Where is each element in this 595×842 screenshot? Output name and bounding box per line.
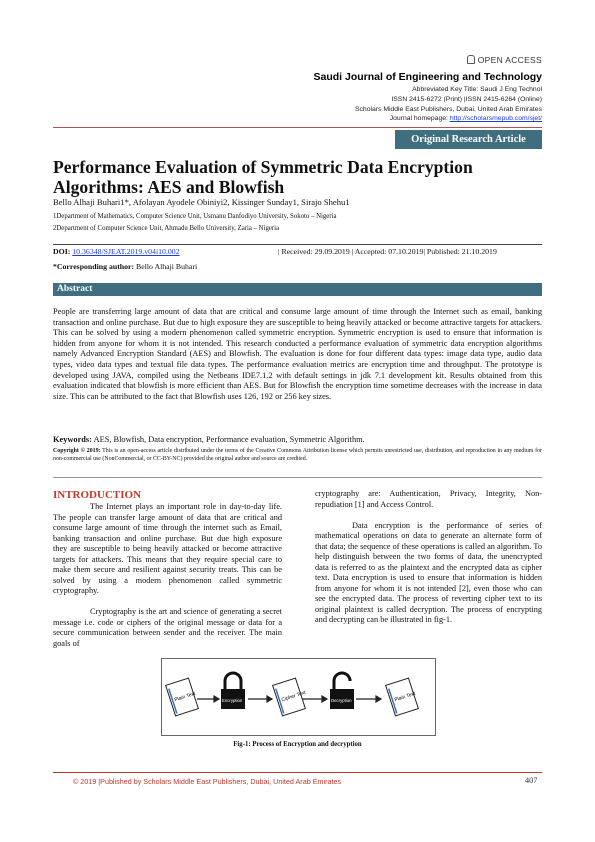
figure-caption: Fig-1: Process of Encryption and decryption xyxy=(233,741,362,748)
figure-label: Cipher Text xyxy=(280,689,307,704)
figure-label: Plain Text xyxy=(393,690,417,704)
body-paragraph: Cryptography is the art and science of generating a secret message i.e. code or ciphers of the original message or data for a secure communication between sender and the receiver. The main goals of xyxy=(53,607,282,648)
body-paragraph: Data encryption is the performance of series of mathematical operations on data to generate an alternate form of that data; the sequence of these operations is called an algorithm. To help distinguish between the two forms of data, the unencrypted data is referred to as the plaintext and the encrypted data as cipher text. Data encryption is used to ensure that information is hidden from anyone for whom it is not intended [2], even those who can see the encrypted data. The process of reverting cipher text to its original plaintext is called decryption. The process of encrypting and decrypting can be illustrated in fig-1. xyxy=(315,520,542,624)
homepage-line xyxy=(390,115,542,122)
right-column xyxy=(315,489,542,626)
plaintext-document-icon xyxy=(386,677,421,716)
copyright-text: This is an open-access article distributed under the terms of the Creative Commons Attribution license which permits unrestricted use, distribution, and reproduction in any medium for non-commercial use (NonCommercial, or CC-BY-NC) provided the original author and source are credited. xyxy=(53,448,542,462)
body-paragraph: cryptography are: Authentication, Privacy, Integrity, Non-repudiation [1] and Access Control. xyxy=(315,489,542,509)
open-lock-icon xyxy=(467,55,475,64)
doi-link[interactable]: 10.36348/SJEAT.2019.v04i10.002 xyxy=(72,247,180,256)
homepage-label: Journal homepage: xyxy=(389,115,450,122)
body-paragraph: The Internet plays an important role in day-to-day life. The people can transfer large amount of data that are critical and consume large amount of time through the internet such as Email, banking transaction and online purchase. But due high exposure they are susceptible to being heavily attacked or become attractive targets for attackers. This means that they require special care to make them secure and resilient against security treats. This can be solved by using a modern phenomenon called symmetric cryptography. xyxy=(53,502,282,595)
corresponding-author xyxy=(53,262,197,271)
abstract-heading: Abstract xyxy=(53,283,542,296)
figure-label: Decryption xyxy=(331,698,352,703)
ciphertext-document-icon xyxy=(273,676,311,716)
lock-icon xyxy=(221,673,245,709)
author-list: Bello Alhaji Buhari1*, Afolayan Ayodele Obiniyi2, Kissinger Sunday1, Sirajo Shehu1 xyxy=(53,197,350,207)
affiliation-1: 1Department of Mathematics, Computer Science Unit, Usmanu Danfodiyo University, Sokoto – Nigeria xyxy=(53,213,337,220)
homepage-link[interactable]: http://scholarsmepub.com/sjet/ xyxy=(449,115,542,122)
left-column xyxy=(53,489,282,649)
encryption-process-figure xyxy=(161,658,436,736)
doi-row xyxy=(53,247,542,256)
corresponding-label: *Corresponding author: xyxy=(53,262,135,271)
unlock-icon xyxy=(330,673,354,709)
meta-divider xyxy=(53,244,542,245)
header-divider xyxy=(53,127,542,128)
open-access-badge xyxy=(467,55,542,65)
publication-dates: | Received: 29.09.2019 | Accepted: 07.10.2019| Published: 21.10.2019 xyxy=(278,247,497,256)
keywords-line xyxy=(53,435,542,444)
paper-title: Performance Evaluation of Symmetric Data Encryption Algorithms: AES and Blowfish xyxy=(53,157,473,197)
copyright-notice xyxy=(53,448,542,463)
doi-label: DOI: xyxy=(53,247,71,256)
publisher-line: Scholars Middle East Publishers, Dubai, United Arab Emirates xyxy=(354,106,542,113)
abstract-text: People are transferring large amount of data that are critical and consume large amount of time through the Internet such as email, banking transaction and online purchase. But due to high exposure they are susceptible to being heavily attacked or become attractive targets for attackers. This can be solved by using a modern phenomenon called symmetric encryption. Symmetric encryption is used to ensure that information is hidden from anyone for whom it is not intended. This research conducted a performance evaluation of symmetric data encryption algorithms namely Advanced Encryption Standard (AES) and Blowfish. The evaluation is done for four different data types: image data type, audio data types, video data types and textual file data types. The performance evaluation metrics are encryption time and throughput. The prototype is developed using JAVA, compiled using the Netbeans IDE7.1.2 with default settings in jdk 7.1 development kit. Results obtained from this evaluation indicated that blowfish is more efficient than AES. But for Blowfish the encryption time sometime decreases with the increase in data size. This can be attributed to the fact that Blowfish uses 126, 192 or 256 key sizes. xyxy=(53,307,542,401)
figure-label: Encryption xyxy=(222,698,243,703)
keywords-label: Keywords: xyxy=(53,435,92,444)
keywords-value: AES, Blowfish, Data encryption, Performance evaluation, Symmetric Algorithm. xyxy=(93,435,365,444)
figure-label: Plain Text xyxy=(173,690,197,704)
page-number: 407 xyxy=(525,776,538,785)
affiliation-2: 2Department of Computer Science Unit, Ahmadu Bello University, Zaria – Nigeria xyxy=(53,225,280,232)
issn-line: ISSN 2415-6272 (Print) |ISSN 2415-6264 (Online) xyxy=(391,96,542,103)
open-access-label: OPEN ACCESS xyxy=(477,55,542,65)
abbreviated-title: Abbreviated Key Title: Saudi J Eng Technol xyxy=(412,86,542,93)
copyright-label: Copyright © 2019: xyxy=(53,448,101,454)
footer-divider xyxy=(53,772,542,773)
corresponding-name: Bello Alhaji Buhari xyxy=(136,262,198,271)
copyright-divider xyxy=(53,477,542,478)
section-heading-introduction: INTRODUCTION xyxy=(53,489,142,501)
footer-text: © 2019 |Published by Scholars Middle East Publishers, Dubai, United Arab Emirates xyxy=(73,777,342,786)
journal-name: Saudi Journal of Engineering and Technology xyxy=(313,71,542,83)
plaintext-document-icon xyxy=(166,677,201,716)
article-type-badge: Original Research Article xyxy=(395,130,542,149)
